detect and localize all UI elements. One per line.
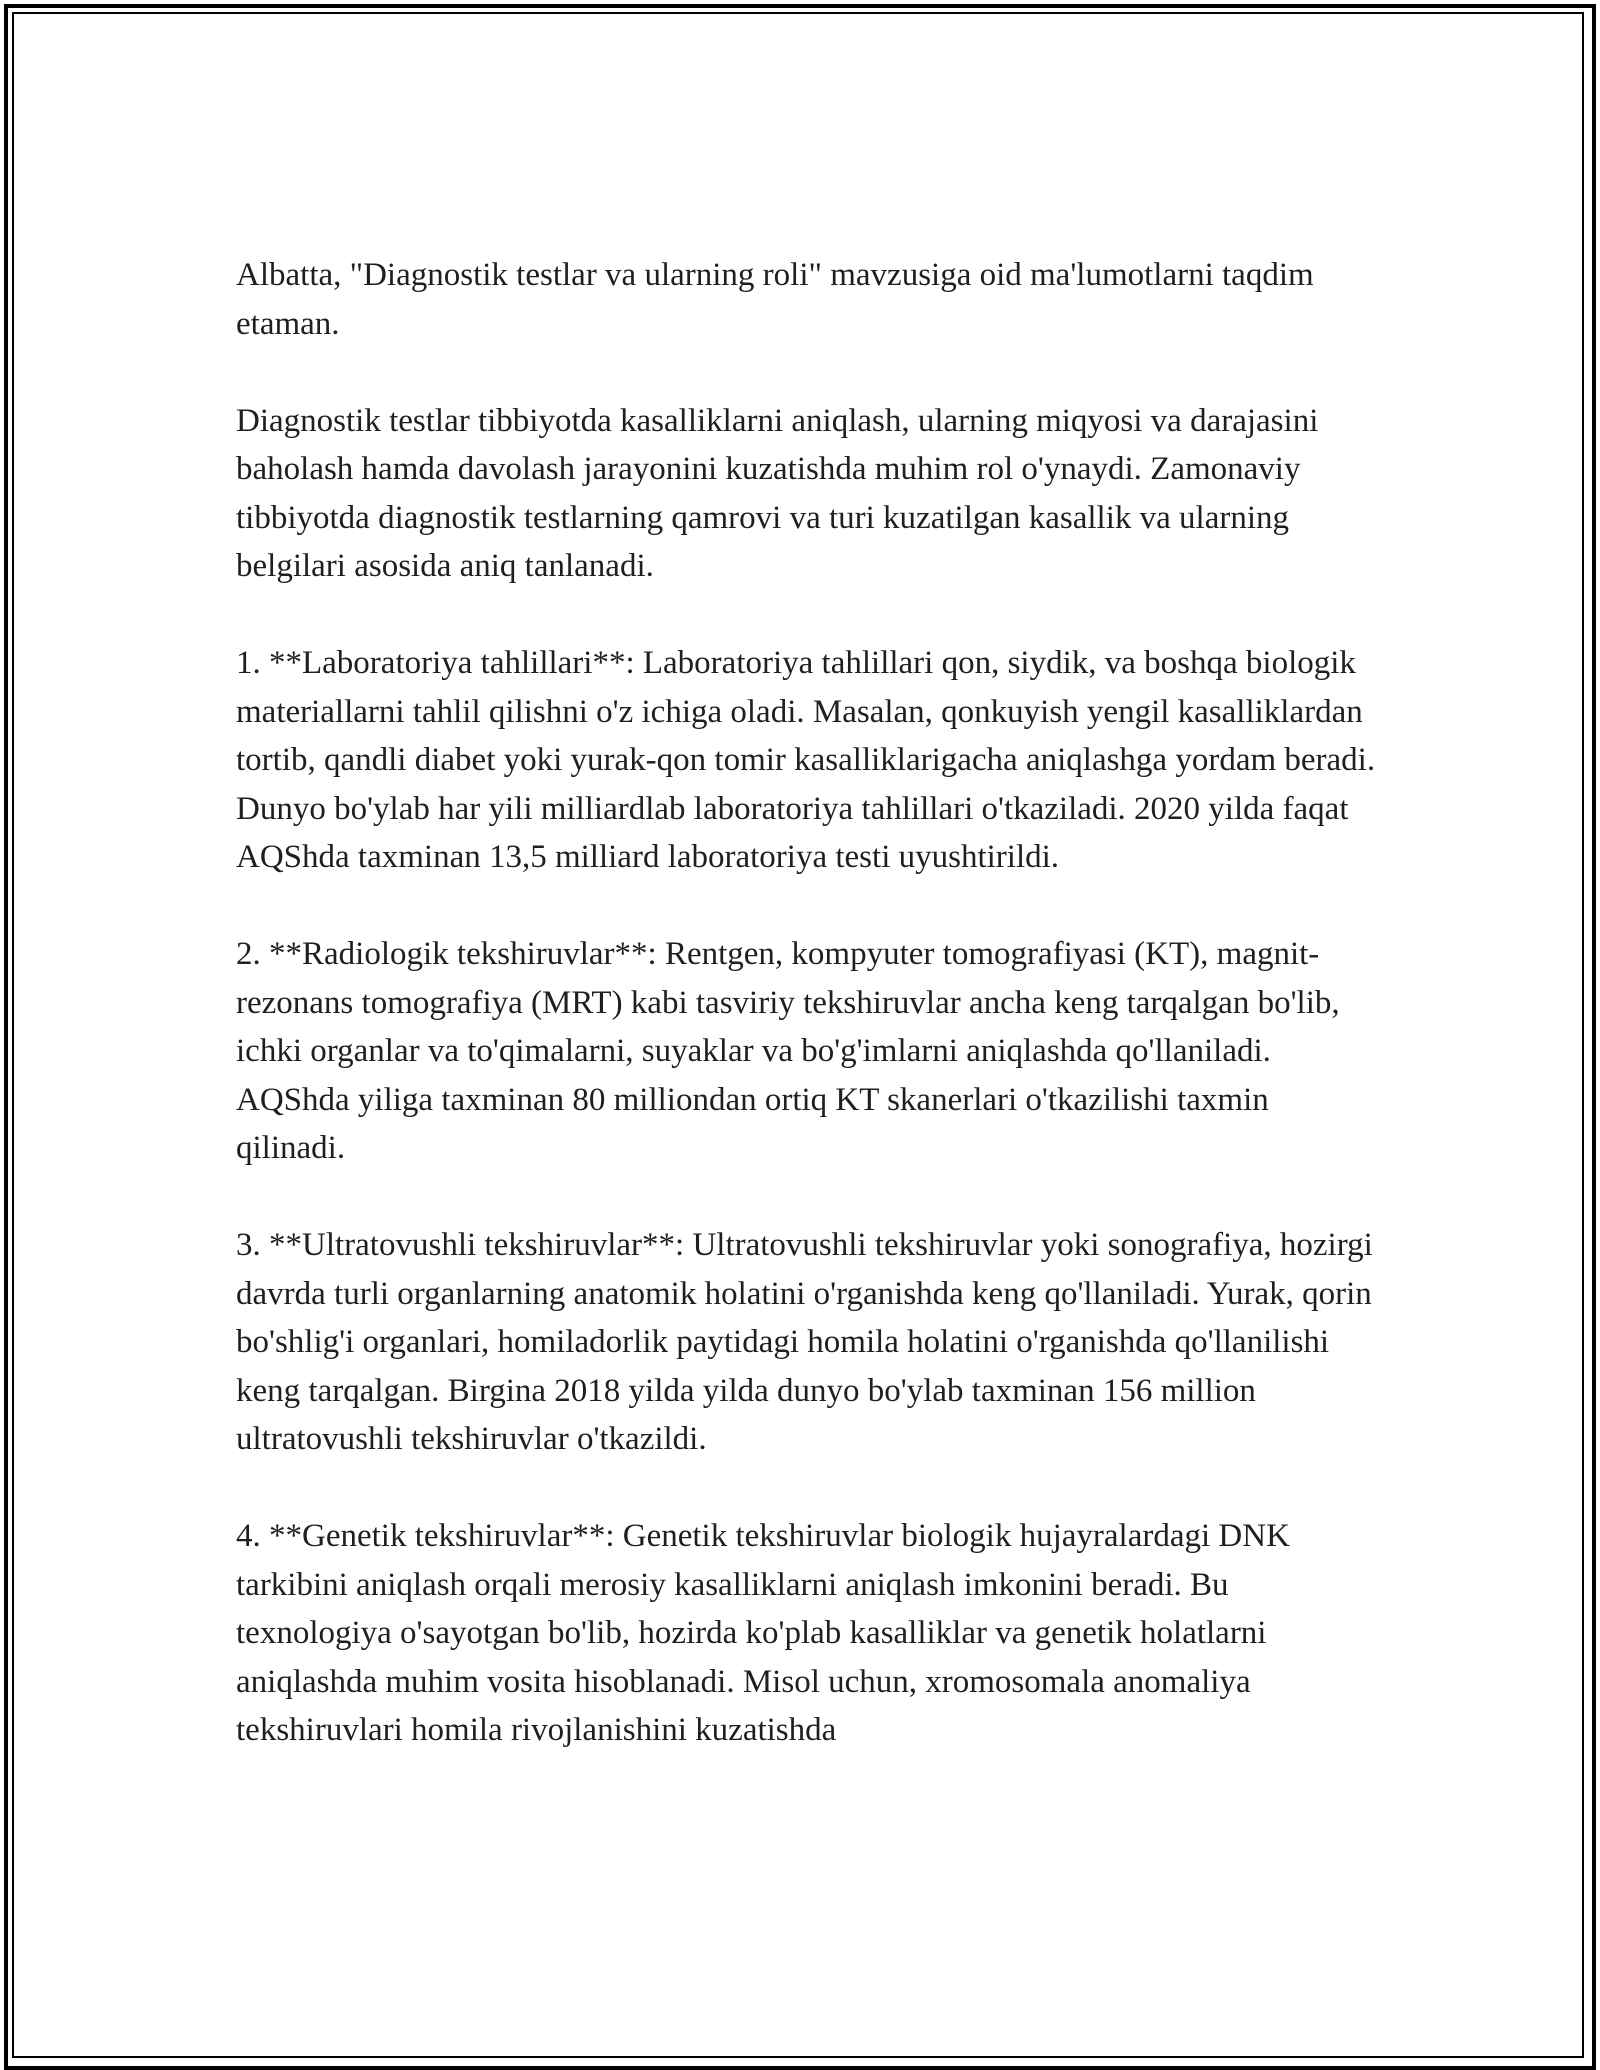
intro-paragraph: Albatta, "Diagnostik testlar va ularning roli" mavzusiga oid ma'lumotlarni taqdim etaman. <box>236 257 1314 342</box>
overview-paragraph: Diagnostik testlar tibbiyotda kasalliklarni aniqlash, ularning miqyosi va darajasini baholash hamda davolash jarayonini kuzatishda muhim rol o'ynaydi. Zamonaviy tibbiyotda diagnostik testlarning qamrovi va turi kuzatilgan kasallik va ularning belgilari asosida aniq tanlanadi. <box>236 402 1319 584</box>
genetic-tests-paragraph: 4. **Genetik tekshiruvlar**: Genetik tekshiruvlar biologik hujayralardagi DNK tarkibini aniqlash orqali merosiy kasalliklarni aniqlash imkonini beradi. Bu texnologiya o'sayotgan bo'lib, hozirda ko'plab kasalliklar va genetik holatlarni aniqlashda muhim vosita hisoblanadi. Misol uchun, xromosomala anomaliya tekshiruvlari homila rivojlanishini kuzatishda <box>236 1518 1290 1748</box>
radiology-tests-paragraph: 2. **Radiologik tekshiruvlar**: Rentgen, kompyuter tomografiyasi (KT), magnit-rezonans tomografiya (MRT) kabi tasviriy tekshiruvlar ancha keng tarqalgan bo'lib, ichki organlar va to'qimalarni, suyaklar va bo'g'imlarni aniqlashda qo'llaniladi. AQShda yiliga taxminan 80 milliondan ortiq KT skanerlari o'tkazilishi taxmin qilinadi. <box>236 936 1340 1166</box>
ultrasound-tests-paragraph: 3. **Ultratovushli tekshiruvlar**: Ultratovushli tekshiruvlar yoki sonografiya, hozirgi davrda turli organlarning anatomik holatini o'rganishda keng qo'llaniladi. Yurak, qorin bo'shlig'i organlari, homiladorlik paytidagi homila holatini o'rganishda qo'llanilishi keng tarqalgan. Birgina 2018 yilda yilda dunyo bo'ylab taxminan 156 million ultratovushli tekshiruvlar o'tkazildi. <box>236 1227 1373 1457</box>
document-body <box>236 251 1386 1803</box>
laboratory-tests-paragraph: 1. **Laboratoriya tahlillari**: Laboratoriya tahlillari qon, siydik, va boshqa biologik materiallarni tahlil qilishni o'z ichiga oladi. Masalan, qonkuyish yengil kasalliklardan tortib, qandli diabet yoki yurak-qon tomir kasalliklarigacha aniqlashga yordam beradi. Dunyo bo'ylab har yili milliardlab laboratoriya tahlillari o'tkaziladi. 2020 yilda faqat AQShda taxminan 13,5 milliard laboratoriya testi uyushtirildi. <box>236 645 1376 875</box>
